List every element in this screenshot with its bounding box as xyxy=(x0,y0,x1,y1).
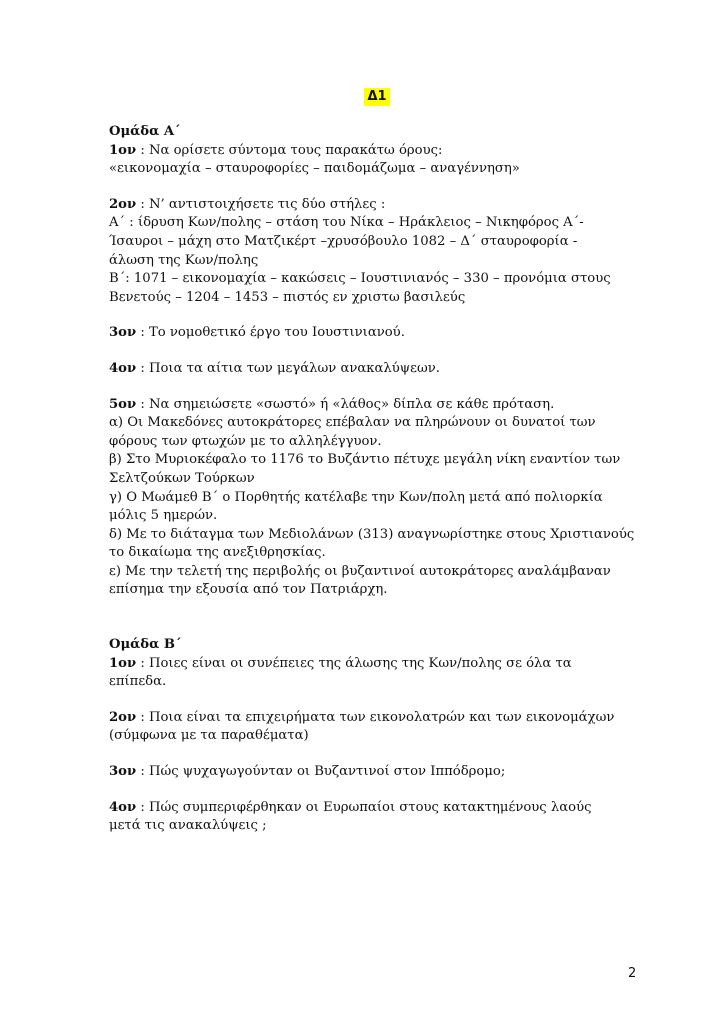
statement-line: α) Οι Μακεδόνες αυτοκράτορες επέβαλαν να πληρώνουν οι δυνατοί των xyxy=(109,415,596,431)
text-line: Ίσαυροι – μάχη στο Ματζικέρτ –χρυσόβουλο 1082 – Δ΄ σταυροφορία - xyxy=(109,233,578,249)
question-text: : Ποιες είναι οι συνέπειες της άλωσης της Κων/πολης σε όλα τα xyxy=(136,655,572,671)
group-b-heading: Ομάδα Β΄ xyxy=(109,637,182,653)
question-number: 4ον xyxy=(109,799,137,815)
question-a1-terms: «εικονομαχία – σταυροφορίες – παιδομάζωμα – αναγέννηση» xyxy=(109,161,520,177)
statement-line: το δικαίωμα της ανεξιθρησκίας. xyxy=(109,545,326,561)
question-a5 xyxy=(109,396,629,415)
question-text: : Πώς συμπεριφέρθηκαν οι Ευρωπαίοι στους κατακτημένους λαούς xyxy=(136,799,592,815)
question-number: 1ον xyxy=(109,142,137,158)
question-text: : Το νομοθετικό έργο του Ιουστινιανού. xyxy=(136,325,405,341)
question-number: 5ον xyxy=(109,396,137,412)
statement-line: επίσημα την εξουσία από τον Πατριάρχη. xyxy=(109,582,388,598)
statement-line: ε) Με την τελετή της περιβολής οι βυζαντινοί αυτοκράτορες αναλάμβαναν xyxy=(109,563,611,579)
question-text: : Ποια είναι τα επιχειρήματα των εικονολατρών και των εικονομάχων xyxy=(136,709,615,725)
question-number: 1ον xyxy=(109,655,137,671)
question-text: : Ν’ αντιστοιχήσετε τις δύο στήλες : xyxy=(136,196,386,212)
text-line: μετά τις ανακαλύψεις ; xyxy=(109,818,267,834)
question-text: : Ποια τα αίτια των μεγάλων ανακαλύψεων. xyxy=(136,360,440,376)
page-title: Δ1 xyxy=(364,88,390,106)
question-number: 2ον xyxy=(109,709,137,725)
question-text: : Να σημειώσετε «σωστό» ή «λάθος» δίπλα σε κάθε πρόταση. xyxy=(136,396,555,412)
group-a-heading: Ομάδα Α΄ xyxy=(109,124,181,139)
page-number: 2 xyxy=(628,966,637,981)
question-a4 xyxy=(109,360,629,379)
question-text: : Να ορίσετε σύντομα τους παρακάτω όρους: xyxy=(136,142,443,158)
question-a1 xyxy=(109,142,629,161)
question-b2 xyxy=(109,709,629,728)
statement-line: μόλις 5 ημερών. xyxy=(109,508,218,524)
statement-line: γ) Ο Μωάμεθ Β΄ ο Πορθητής κατέλαβε την Κων/πολη μετά από πολιορκία xyxy=(109,489,603,505)
question-number: 4ον xyxy=(109,360,137,376)
statement-line: δ) Με το διάταγμα των Μεδιολάνων (313) αναγνωρίστηκε στους Χριστιανούς xyxy=(109,526,635,542)
question-text: : Πώς ψυχαγωγούνταν οι Βυζαντινοί στον Ιππόδρομο; xyxy=(136,764,506,780)
question-number: 2ον xyxy=(109,196,137,212)
statement-line: β) Στο Μυριοκέφαλο το 1176 το Βυζάντιο πέτυχε μεγάλη νίκη εναντίον των xyxy=(109,452,621,468)
text-line: Α΄ : ίδρυση Κων/πολης – στάση του Νίκα – Ηράκλειος – Νικηφόρος Α΄- xyxy=(109,215,584,231)
text-line: (σύμφωνα με τα παραθέματα) xyxy=(109,728,309,744)
question-number: 3ον xyxy=(109,764,137,780)
document-body xyxy=(109,123,635,836)
text-line: Β΄: 1071 – εικονομαχία – κακώσεις – Ιουστινιανός – 330 – προνόμια στους xyxy=(109,271,611,287)
text-line: Βενετούς – 1204 – 1453 – πιστός εν χριστω βασιλεύς xyxy=(109,289,466,305)
statement-line: Σελτζούκων Τούρκων xyxy=(109,470,255,486)
question-b1 xyxy=(109,655,629,674)
question-a3 xyxy=(109,324,629,343)
text-line: άλωση της Κων/πολης xyxy=(109,252,259,268)
question-number: 3ον xyxy=(109,325,137,341)
question-b4 xyxy=(109,799,629,818)
question-b3 xyxy=(109,763,629,782)
text-line: επίπεδα. xyxy=(109,674,167,690)
question-a2 xyxy=(109,196,629,215)
statement-line: φόρους των φτωχών με το αλληλέγγυον. xyxy=(109,433,382,449)
